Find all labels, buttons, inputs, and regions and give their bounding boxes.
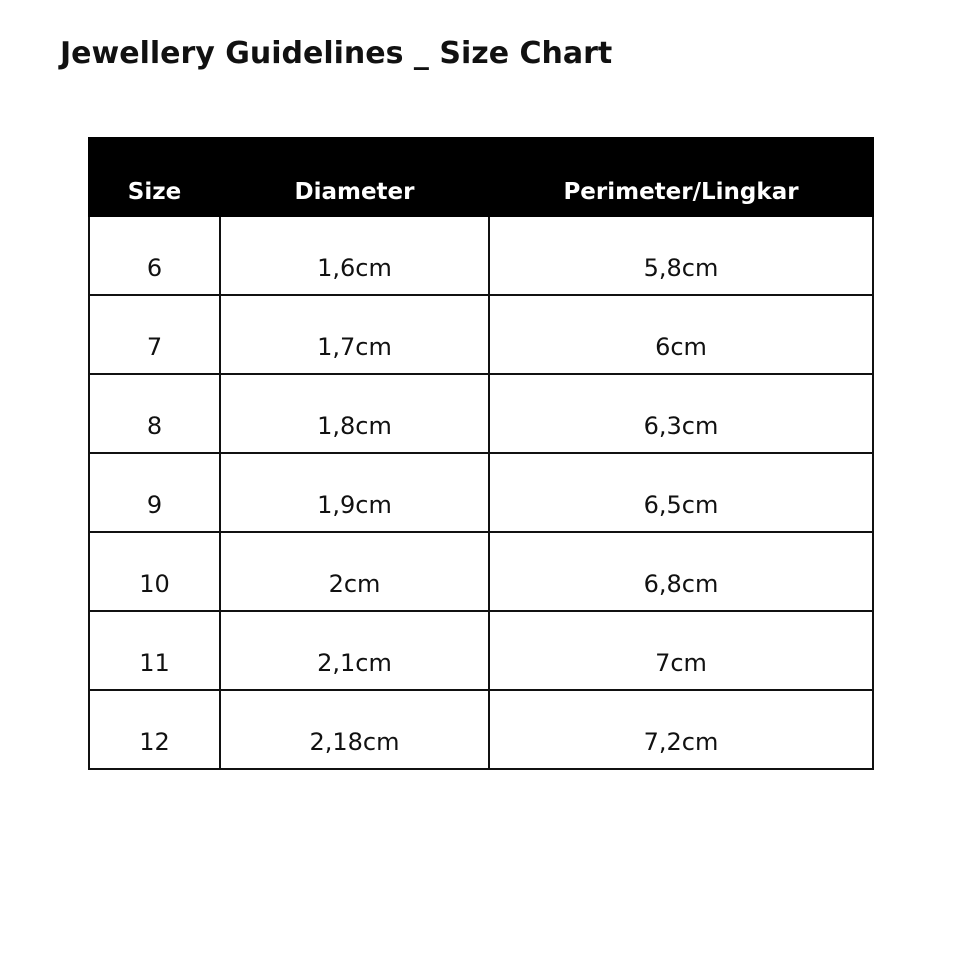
table-row <box>89 532 873 611</box>
cell-size: 11 <box>89 611 220 690</box>
cell-perimeter: 6,5cm <box>489 453 873 532</box>
table-row <box>89 295 873 374</box>
column-header-perimeter: Perimeter/Lingkar <box>489 138 873 216</box>
cell-diameter: 2,1cm <box>220 611 489 690</box>
cell-diameter: 1,7cm <box>220 295 489 374</box>
table-row <box>89 611 873 690</box>
cell-perimeter: 7cm <box>489 611 873 690</box>
cell-perimeter: 5,8cm <box>489 216 873 295</box>
cell-size: 6 <box>89 216 220 295</box>
cell-diameter: 1,9cm <box>220 453 489 532</box>
cell-size: 12 <box>89 690 220 769</box>
column-header-diameter: Diameter <box>220 138 489 216</box>
page-title: Jewellery Guidelines _ Size Chart <box>60 36 613 71</box>
cell-diameter: 1,6cm <box>220 216 489 295</box>
table-row <box>89 453 873 532</box>
cell-size: 10 <box>89 532 220 611</box>
cell-perimeter: 6,8cm <box>489 532 873 611</box>
column-header-size: Size <box>89 138 220 216</box>
table-row <box>89 374 873 453</box>
size-chart-table <box>88 137 874 770</box>
cell-size: 9 <box>89 453 220 532</box>
cell-diameter: 2cm <box>220 532 489 611</box>
cell-diameter: 2,18cm <box>220 690 489 769</box>
cell-diameter: 1,8cm <box>220 374 489 453</box>
table-header-row <box>89 138 873 216</box>
cell-size: 8 <box>89 374 220 453</box>
cell-perimeter: 7,2cm <box>489 690 873 769</box>
cell-perimeter: 6,3cm <box>489 374 873 453</box>
table-row <box>89 690 873 769</box>
cell-size: 7 <box>89 295 220 374</box>
cell-perimeter: 6cm <box>489 295 873 374</box>
table-row <box>89 216 873 295</box>
